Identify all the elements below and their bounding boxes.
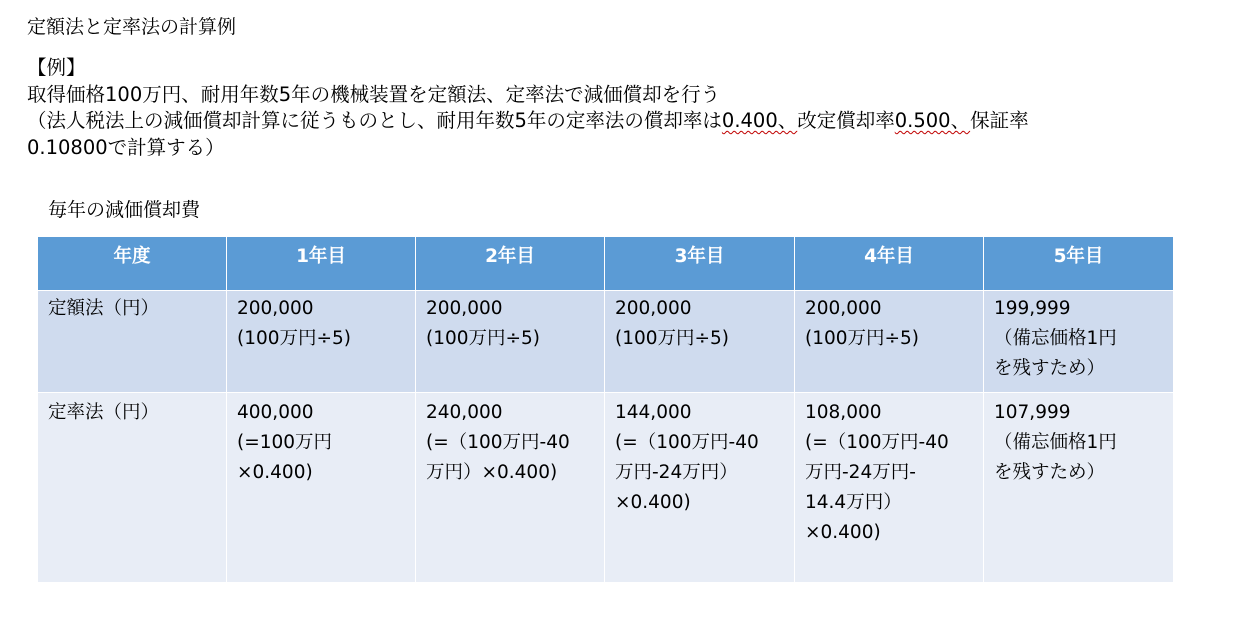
description-line-2-mid: 改定償却率 (797, 109, 895, 132)
straight-line-year-5: 199,999 （備忘価格1円 を残すため） (984, 291, 1174, 393)
declining-balance-year-3: 144,000 (=（100万円-40 万円-24万円） ×0.400) (605, 393, 795, 583)
page-title: 定額法と定率法の計算例 (27, 16, 237, 38)
header-year-3: 3年目 (605, 237, 795, 291)
declining-balance-year-5: 107,999 （備忘価格1円 を残すため） (984, 393, 1174, 583)
example-description (27, 55, 1232, 161)
header-year-2: 2年目 (416, 237, 605, 291)
header-year-1: 1年目 (227, 237, 416, 291)
row-label-declining-balance: 定率法（円） (38, 393, 227, 583)
depreciation-table (37, 236, 1174, 583)
revised-rate-text: 0.500、 (894, 109, 971, 132)
description-line-2-pre: （法人税法上の減価償却計算に従うものとし、耐用年数5年の定率法の償却率は (27, 109, 722, 132)
table-header-row (38, 237, 1174, 291)
row-label-straight-line: 定額法（円） (38, 291, 227, 393)
description-line-2-post: 保証率 (970, 109, 1029, 132)
straight-line-year-4: 200,000 (100万円÷5) (795, 291, 984, 393)
table-row-straight-line (38, 291, 1174, 393)
header-year-4: 4年目 (795, 237, 984, 291)
description-line-2 (27, 108, 1232, 135)
header-year: 年度 (38, 237, 227, 291)
description-line-1: 取得価格100万円、耐用年数5年の機械装置を定額法、定率法で減価償却を行う (27, 82, 721, 106)
declining-balance-year-4: 108,000 (=（100万円-40 万円-24万円- 14.4万円） ×0.400) (795, 393, 984, 583)
example-marker: 【例】 (27, 56, 86, 79)
table-row-declining-balance (38, 393, 1174, 583)
description-line-3: 0.10800で計算する） (27, 135, 225, 159)
declining-balance-year-1: 400,000 (=100万円 ×0.400) (227, 393, 416, 583)
declining-balance-year-2: 240,000 (=（100万円-40 万円）×0.400) (416, 393, 605, 583)
declining-rate-text: 0.400、 (721, 109, 798, 132)
table-caption: 毎年の減価償却費 (48, 199, 201, 221)
straight-line-year-3: 200,000 (100万円÷5) (605, 291, 795, 393)
straight-line-year-1: 200,000 (100万円÷5) (227, 291, 416, 393)
straight-line-year-2: 200,000 (100万円÷5) (416, 291, 605, 393)
header-year-5: 5年目 (984, 237, 1174, 291)
